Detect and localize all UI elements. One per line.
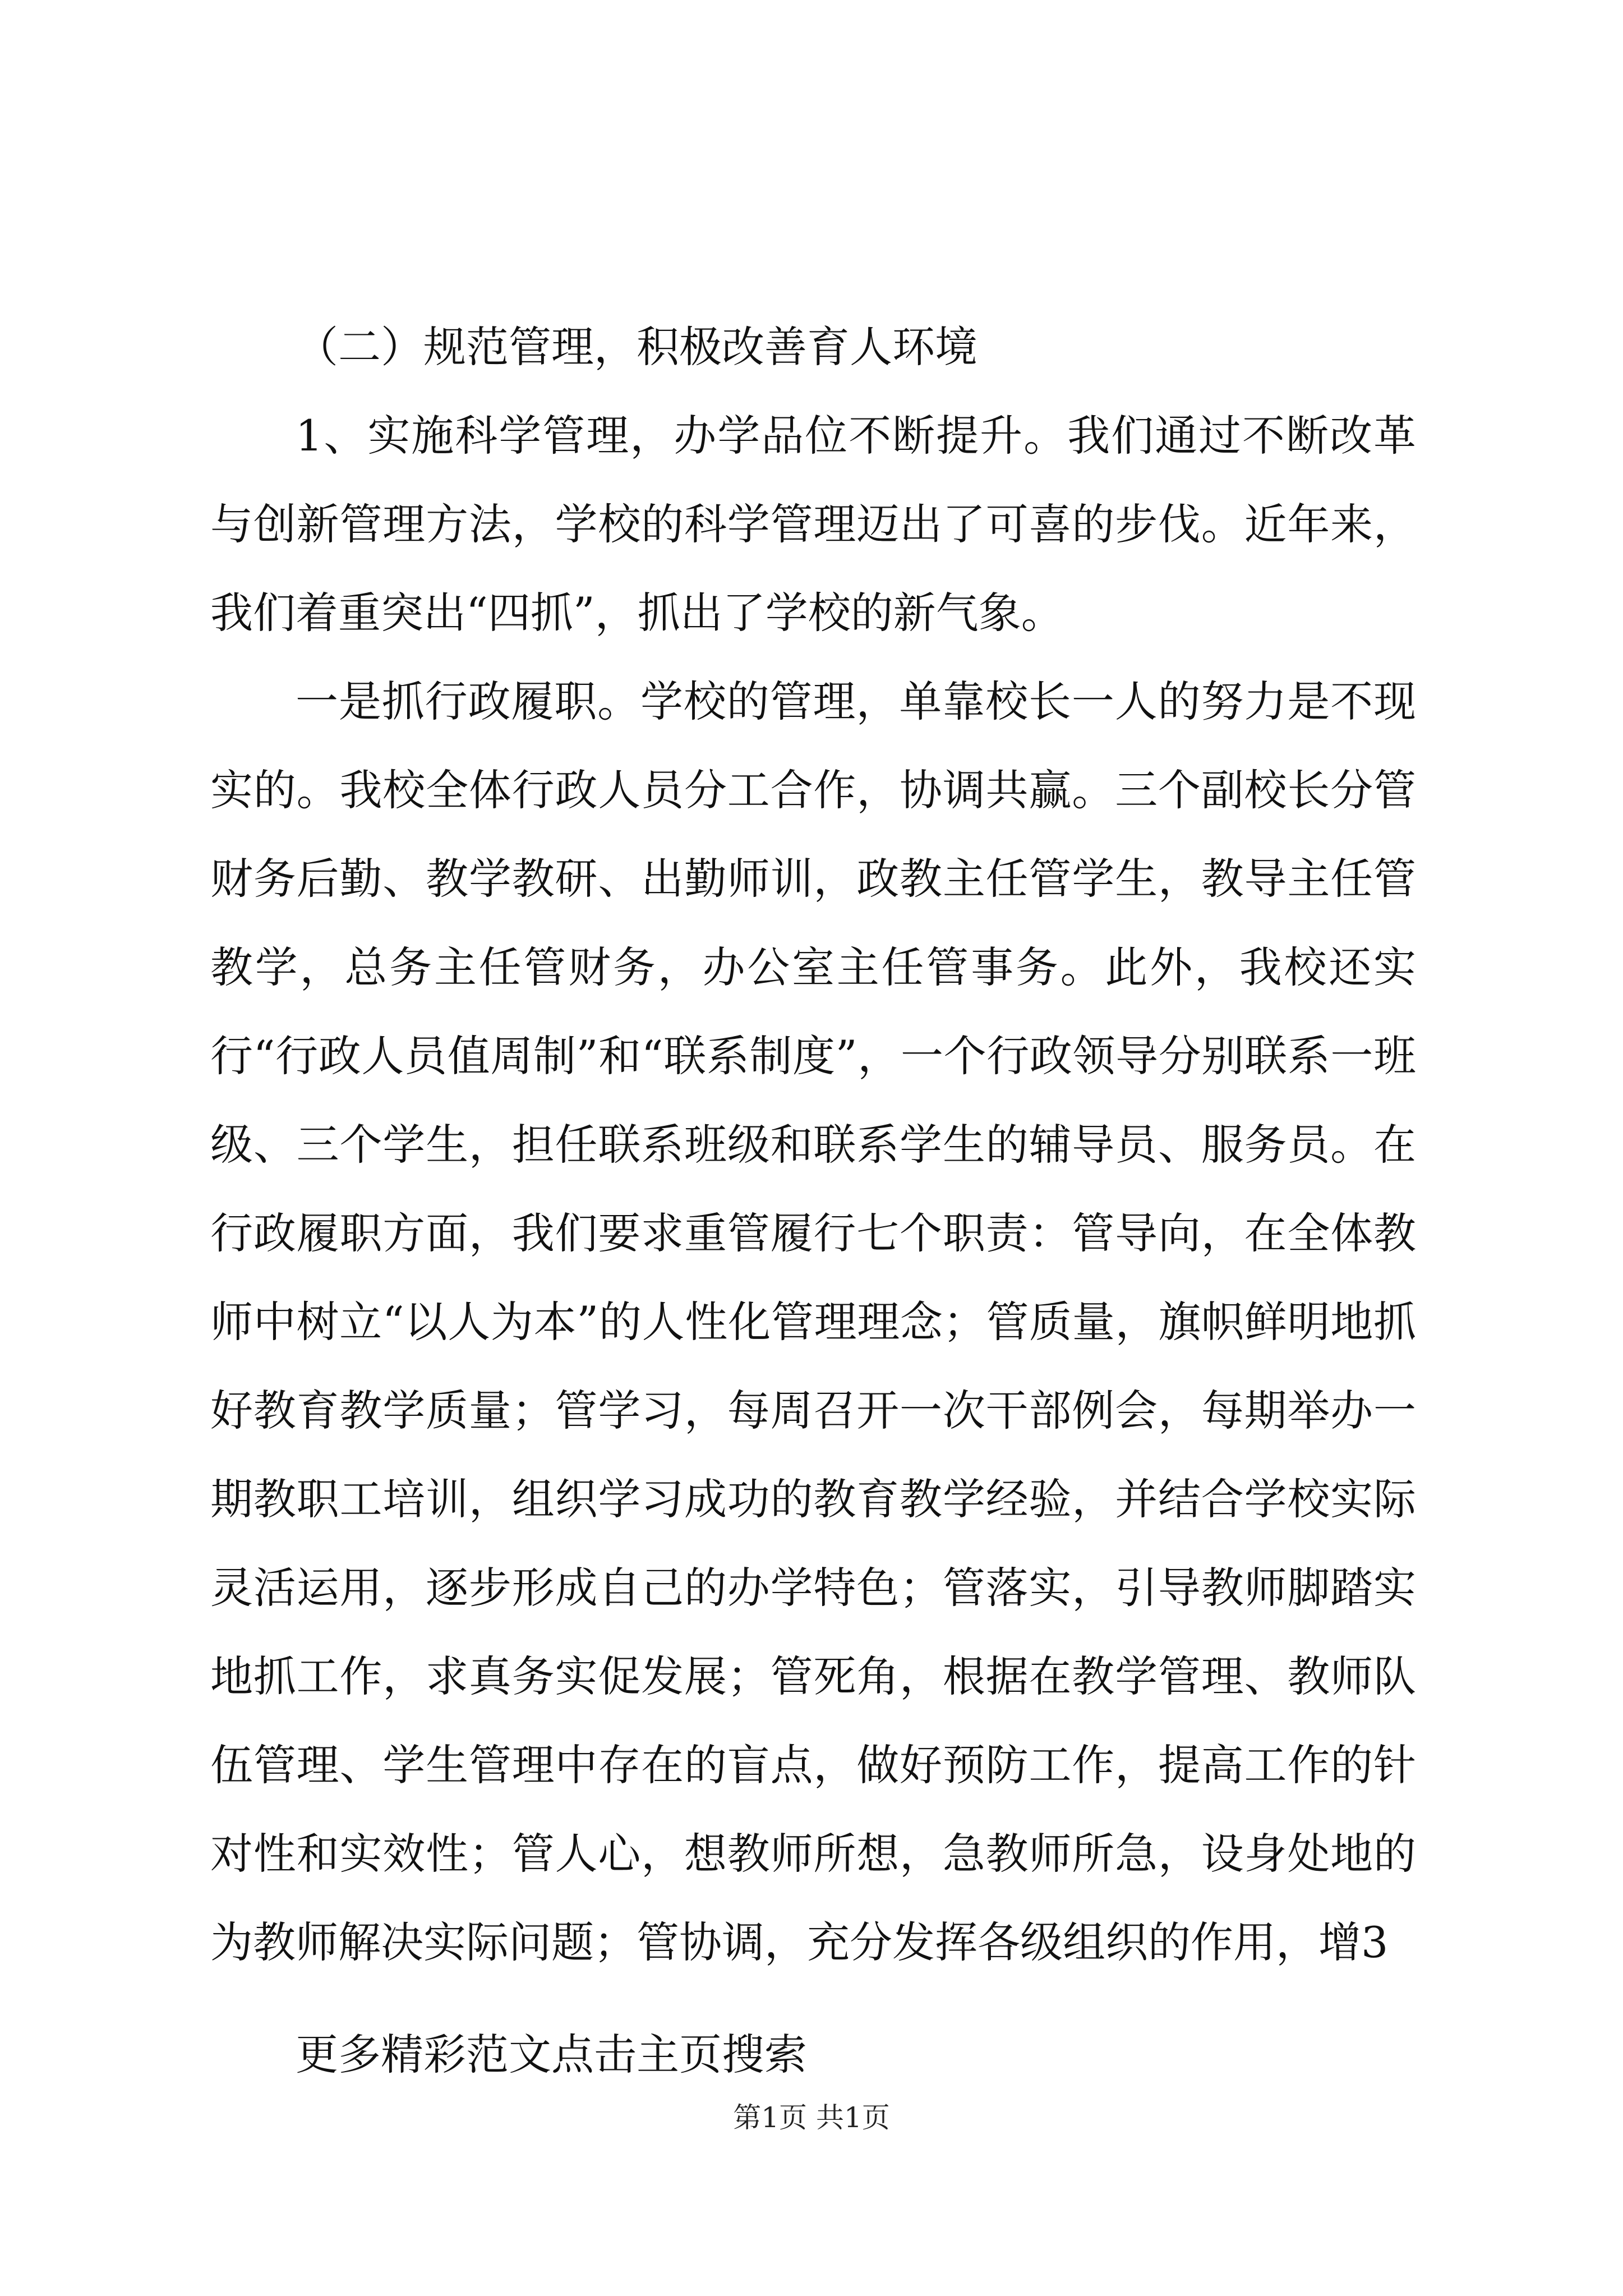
paragraph-administration: 一是抓行政履职。学校的管理，单靠校长一人的努力是不现实的。我校全体行政人员分工合作，协调共赢。三个副校长分管财务后勤、教学教研、出勤师训，政教主任管学生，教导主任管教学，总务主任管财务，办公室主任管事务。此外，我校还实行“行政人员值周制”和“联系制度”，一个行政领导分别联系一班级、三个学生，担任联系班级和联系学生的辅导员、服务员。在行政履职方面，我们要求重管履行七个职责：管导向，在全体教师中树立“以人为本”的人性化管理理念；管质量，旗帜鲜明地抓好教育教学质量；管学习，每周召开一次干部例会，每期举办一期教职工培训，组织学习成功的教育教学经验，并结合学校实际灵活运用，逐步形成自己的办学特色；管落实，引导教师脚踏实地抓工作，求真务实促发展；管死角，根据在教学管理、教师队伍管理、学生管理中存在的盲点，做好预防工作，提高工作的针对性和实效性；管人心，想教师所想，急教师所急，设身处地的为教师解决实际问题；管协调，充分发挥各级组织的作用，增3 xyxy=(210,677,1416,1967)
section-heading: （二）规范管理，积极改善育人环境 xyxy=(296,322,978,372)
promo-text: 更多精彩范文点击主页搜索 xyxy=(296,2030,807,2079)
page-footer: 第1页 共1页 xyxy=(733,2101,890,2134)
paragraph-management: 1、实施科学管理，办学品位不断提升。我们通过不断改革与创新管理方法，学校的科学管理迈出了可喜的步伐。近年来，我们着重突出“四抓”，抓出了学校的新气象。 xyxy=(210,411,1416,638)
document-body xyxy=(210,303,1416,2099)
